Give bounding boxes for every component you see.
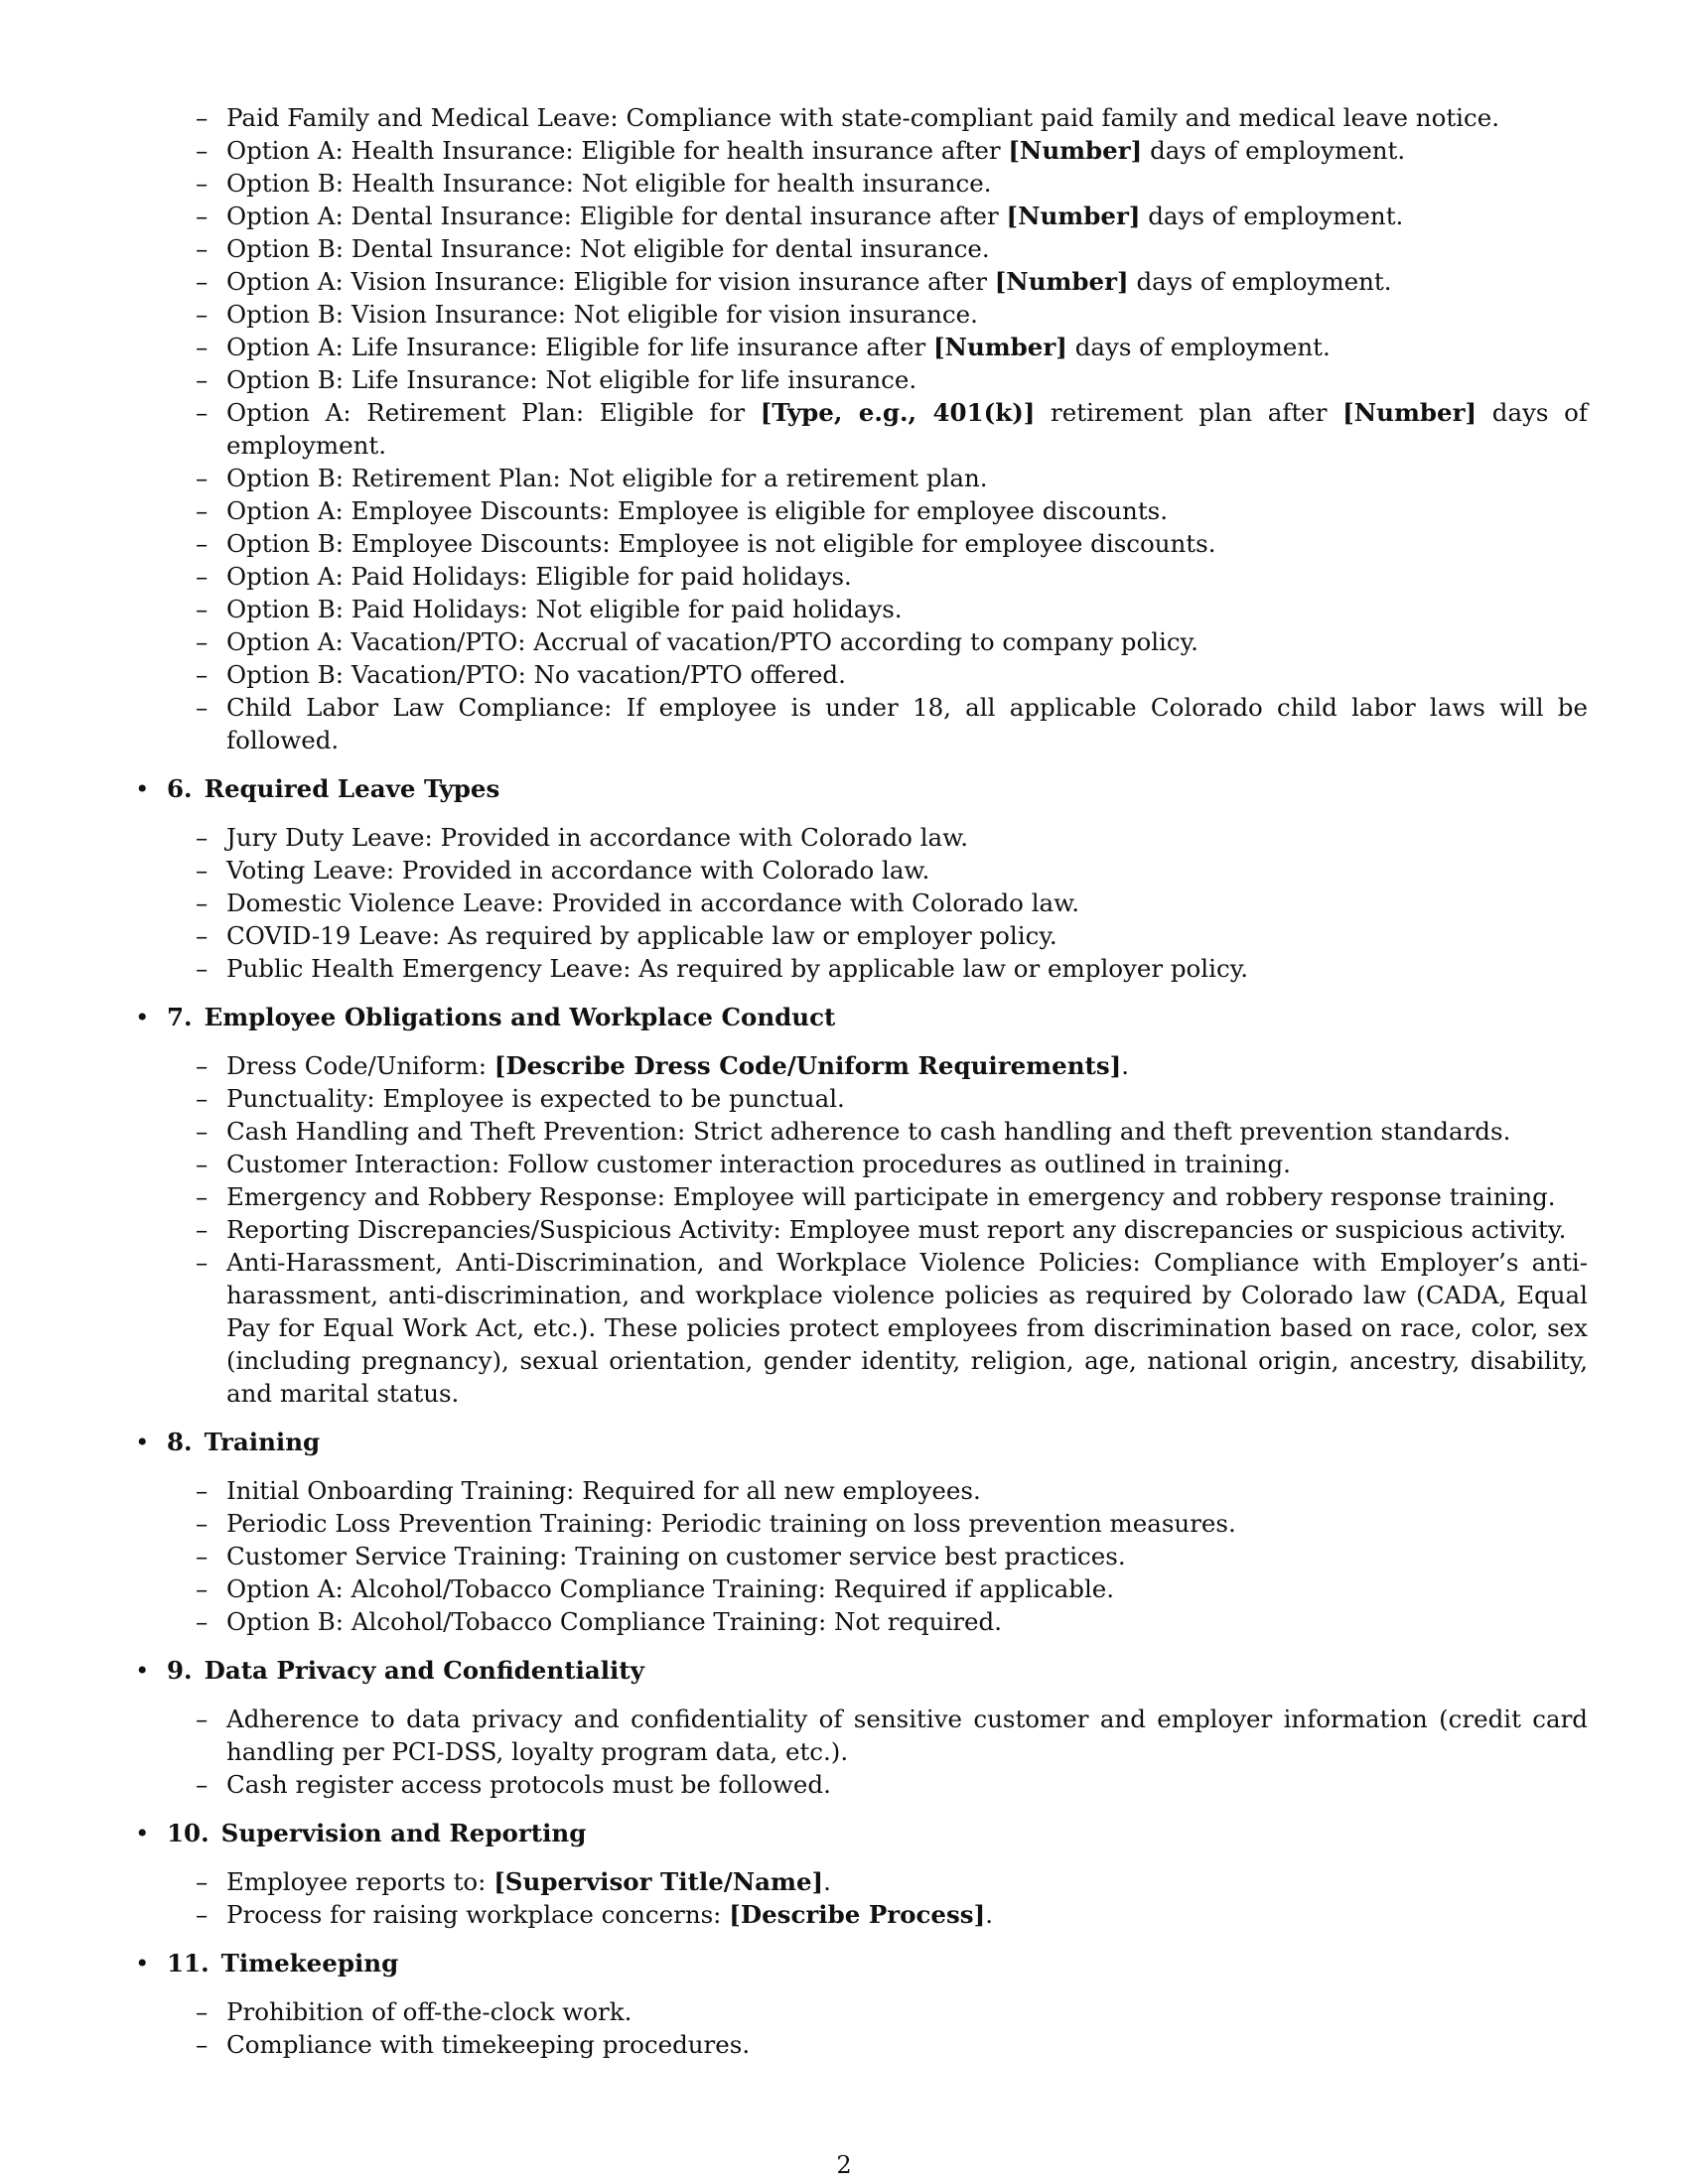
section-heading	[167, 772, 1588, 805]
sections-container	[135, 772, 1588, 2061]
item-text: Emergency and Robbery Response: Employee will participate in emergency and robbery response training.	[226, 1182, 1556, 1211]
item-text: Option A: Health Insurance: Eligible for health insurance after	[226, 136, 1009, 165]
list-item	[226, 1180, 1588, 1213]
item-text: Customer Interaction: Follow customer interaction procedures as outlined in training.	[226, 1150, 1291, 1178]
list-item	[226, 363, 1588, 396]
list-item	[226, 265, 1588, 298]
section-title: Supervision and Reporting	[220, 1819, 587, 1847]
placeholder-field: [Describe Dress Code/Uniform Requirements]	[493, 1051, 1122, 1080]
item-text: Option A: Employee Discounts: Employee is eligible for employee discounts.	[226, 496, 1169, 525]
item-text: Adherence to data privacy and confidentiality of sensitive customer and employer information (credit card handling per PCI-DSS, loyalty program data, etc.).	[226, 1705, 1588, 1766]
item-text: days of employment.	[226, 398, 1588, 460]
placeholder-field: [Number]	[1006, 202, 1141, 230]
section-list	[135, 1995, 1588, 2061]
item-text: Punctuality: Employee is expected to be punctual.	[226, 1084, 845, 1113]
item-text: Option A: Alcohol/Tobacco Compliance Training: Required if applicable.	[226, 1574, 1115, 1603]
item-text: Option B: Health Insurance: Not eligible for health insurance.	[226, 169, 992, 198]
placeholder-field: [Describe Process]	[729, 1900, 986, 1929]
list-item	[226, 331, 1588, 363]
item-text: Option A: Vision Insurance: Eligible for vision insurance after	[226, 267, 995, 296]
section-list	[135, 1703, 1588, 1801]
item-text: days of employment.	[1066, 333, 1331, 361]
list-item	[226, 1605, 1588, 1638]
item-text: Option B: Alcohol/Tobacco Compliance Training: Not required.	[226, 1607, 1002, 1636]
list-item	[226, 1246, 1588, 1410]
item-text: Option A: Retirement Plan: Eligible for	[226, 398, 761, 427]
item-text: Customer Service Training: Training on customer service best practices.	[226, 1542, 1126, 1570]
list-item	[226, 1507, 1588, 1540]
page-number: 2	[836, 2151, 852, 2179]
list-item	[226, 396, 1588, 462]
list-item	[226, 298, 1588, 331]
section-title: Employee Obligations and Workplace Conduct	[204, 1003, 836, 1031]
item-text: Paid Family and Medical Leave: Compliance with state-compliant paid family and medical leave notice.	[226, 103, 1500, 132]
section-number: 10.	[167, 1819, 210, 1847]
section-heading	[167, 1654, 1588, 1687]
list-item	[226, 1865, 1588, 1898]
item-text: Public Health Emergency Leave: As required by applicable law or employer policy.	[226, 954, 1249, 983]
placeholder-field: [Supervisor Title/Name]	[493, 1867, 824, 1896]
list-item	[226, 101, 1588, 134]
list-item	[226, 593, 1588, 625]
section-list	[135, 1474, 1588, 1638]
placeholder-field: [Number]	[932, 333, 1067, 361]
placeholder-field: [Number]	[994, 267, 1129, 296]
section-list	[135, 1865, 1588, 1931]
item-text: Cash register access protocols must be followed.	[226, 1770, 831, 1799]
item-text: Voting Leave: Provided in accordance with Colorado law.	[226, 856, 930, 885]
item-text: COVID-19 Leave: As required by applicable law or employer policy.	[226, 921, 1057, 950]
section-number: 6.	[167, 774, 193, 803]
item-text: days of employment.	[1140, 202, 1404, 230]
list-item	[226, 134, 1588, 167]
item-text: Initial Onboarding Training: Required for all new employees.	[226, 1476, 981, 1505]
item-text: Option B: Dental Insurance: Not eligible for dental insurance.	[226, 234, 990, 263]
list-item	[226, 919, 1588, 952]
section-number: 9.	[167, 1656, 193, 1685]
document-body	[135, 101, 1588, 2061]
list-item	[226, 1768, 1588, 1801]
item-text: Option A: Paid Holidays: Eligible for paid holidays.	[226, 562, 852, 591]
item-text: Option B: Vision Insurance: Not eligible for vision insurance.	[226, 300, 978, 329]
list-item	[226, 1474, 1588, 1507]
list-item	[226, 1148, 1588, 1180]
list-item	[226, 1082, 1588, 1115]
section-list	[135, 821, 1588, 985]
list-item	[226, 560, 1588, 593]
section-number: 11.	[167, 1949, 210, 1978]
list-item	[226, 494, 1588, 527]
item-text: Employee reports to:	[226, 1867, 494, 1896]
item-text: Domestic Violence Leave: Provided in accordance with Colorado law.	[226, 888, 1080, 917]
benefits-list	[135, 101, 1588, 756]
item-text: Jury Duty Leave: Provided in accordance with Colorado law.	[226, 823, 968, 852]
list-item	[226, 658, 1588, 691]
list-item	[226, 691, 1588, 756]
item-text: Option B: Paid Holidays: Not eligible for paid holidays.	[226, 595, 903, 623]
item-text: .	[985, 1900, 993, 1929]
item-text: .	[1121, 1051, 1130, 1080]
list-item	[226, 1213, 1588, 1246]
list-item	[226, 1898, 1588, 1931]
section-title: Training	[204, 1428, 321, 1456]
item-text: .	[823, 1867, 831, 1896]
item-text: Option A: Vacation/PTO: Accrual of vacation/PTO according to company policy.	[226, 627, 1198, 656]
list-item	[226, 167, 1588, 200]
section-title: Required Leave Types	[204, 774, 500, 803]
list-item	[226, 1049, 1588, 1082]
list-item	[226, 527, 1588, 560]
list-item	[226, 952, 1588, 985]
list-item	[226, 1115, 1588, 1148]
section-title: Timekeeping	[220, 1949, 399, 1978]
item-text: days of employment.	[1128, 267, 1392, 296]
item-text: Option B: Vacation/PTO: No vacation/PTO offered.	[226, 660, 846, 689]
list-item	[226, 1540, 1588, 1572]
item-text: Prohibition of off-the-clock work.	[226, 1997, 633, 2026]
item-text: Option A: Life Insurance: Eligible for life insurance after	[226, 333, 933, 361]
section-list	[135, 1049, 1588, 1410]
list-item	[226, 887, 1588, 919]
item-text: Child Labor Law Compliance: If employee is under 18, all applicable Colorado child labor laws will be followed.	[226, 693, 1588, 754]
item-text: Option B: Retirement Plan: Not eligible for a retirement plan.	[226, 464, 988, 492]
list-item	[226, 232, 1588, 265]
item-text: Cash Handling and Theft Prevention: Strict adherence to cash handling and theft prevention standards.	[226, 1117, 1511, 1146]
section-heading	[167, 1817, 1588, 1849]
list-item	[226, 821, 1588, 854]
item-text: days of employment.	[1142, 136, 1406, 165]
list-item	[226, 1703, 1588, 1768]
list-item	[226, 462, 1588, 494]
list-item	[226, 200, 1588, 232]
item-text: Dress Code/Uniform:	[226, 1051, 494, 1080]
item-text: Process for raising workplace concerns:	[226, 1900, 730, 1929]
placeholder-field: [Type, e.g., 401(k)]	[760, 398, 1036, 427]
list-item	[226, 1572, 1588, 1605]
list-item	[226, 854, 1588, 887]
section-heading	[167, 1426, 1588, 1458]
item-text: Reporting Discrepancies/Suspicious Activity: Employee must report any discrepancies or suspicious activity.	[226, 1215, 1567, 1244]
item-text: Option B: Life Insurance: Not eligible for life insurance.	[226, 365, 917, 394]
item-text: Option B: Employee Discounts: Employee is not eligible for employee discounts.	[226, 529, 1216, 558]
placeholder-field: [Number]	[1008, 136, 1143, 165]
item-text: Option A: Dental Insurance: Eligible for dental insurance after	[226, 202, 1007, 230]
section-heading	[167, 1947, 1588, 1979]
item-text: Compliance with timekeeping procedures.	[226, 2030, 751, 2059]
item-text: Anti-Harassment, Anti-Discrimination, and Workplace Violence Policies: Compliance with Employer’s anti-harassment, anti-discrimination, and workplace violence policies as required by Colorado law (CADA, Equal Pay for Equal Work Act, etc.). These policies protect employees from discrimination based on race, color, sex (including pregnancy), sexual orientation, gender identity, religion, age, national origin, ancestry, disability, and marital status.	[226, 1248, 1588, 1408]
placeholder-field: [Number]	[1342, 398, 1477, 427]
section-number: 8.	[167, 1428, 193, 1456]
item-text: retirement plan after	[1035, 398, 1343, 427]
list-item	[226, 1995, 1588, 2028]
section-number: 7.	[167, 1003, 193, 1031]
item-text: Periodic Loss Prevention Training: Periodic training on loss prevention measures.	[226, 1509, 1236, 1538]
section-title: Data Privacy and Confidentiality	[204, 1656, 644, 1685]
section-heading	[167, 1001, 1588, 1033]
list-item	[226, 625, 1588, 658]
list-item	[226, 2028, 1588, 2061]
